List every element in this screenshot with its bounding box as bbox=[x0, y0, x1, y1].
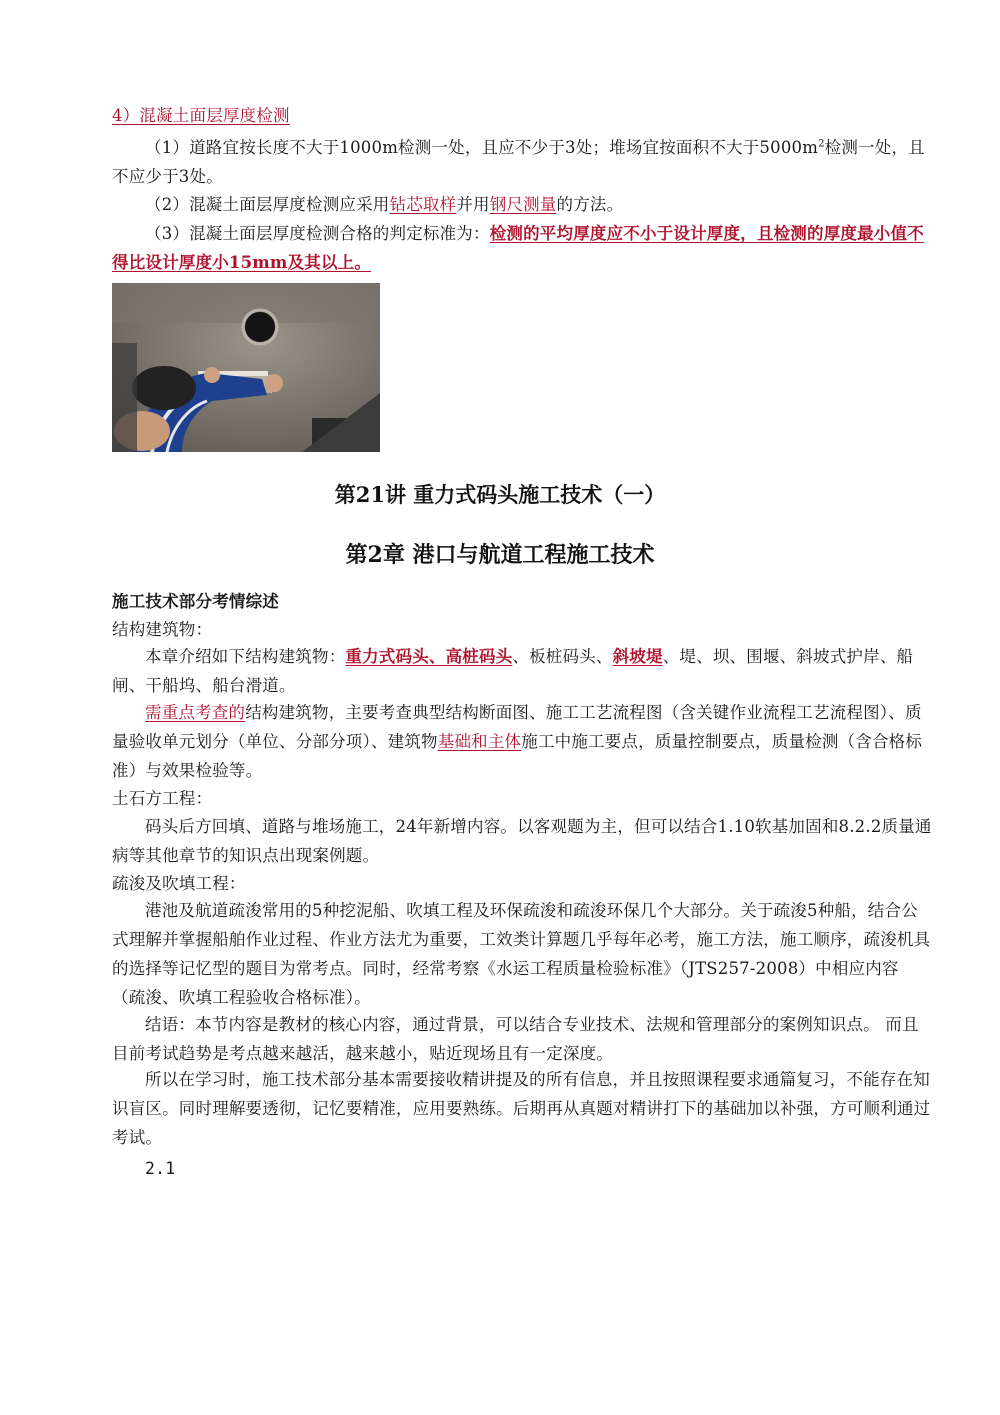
paragraph-criteria bbox=[112, 219, 932, 277]
chapter-title: 第2章 港口与航道工程施工技术 bbox=[345, 542, 655, 568]
heading-text: 4）混凝土面层厚度检测 bbox=[112, 106, 290, 125]
photo-illustration bbox=[112, 283, 380, 452]
overview-heading: 施工技术部分考情综述 bbox=[112, 592, 279, 611]
paragraph-method bbox=[112, 190, 932, 219]
text-run: 本章介绍如下结构建筑物： bbox=[145, 647, 346, 666]
text-run: 施工中施工要点，质量控制要点，质量检测（含合格标准）与效果检验等。 bbox=[112, 732, 923, 780]
text-run: 检测一处，且不应少于3处。 bbox=[112, 138, 925, 186]
label-dredging: 疏浚及吹填工程： bbox=[112, 874, 246, 893]
paragraph-conclusion: 结语：本节内容是教材的核心内容，通过背景，可以结合专业技术、法规和管理部分的案例知识点。 而且目前考试趋势是考点越来越活，越来越小，贴近现场且有一定深度。 bbox=[112, 1015, 919, 1063]
paragraph-dredging: 港池及航道疏浚常用的5种挖泥船、吹填工程及环保疏浚和疏浚环保几个大部分。关于疏浚5种船，结合公式理解并掌握船舶作业过程、作业方法尤为重要，工效类计算题几乎每年必考，施工方法，施工顺序，疏浚机具的选择等记忆型的题目为常考点。同时，经常考察《水运工程质量检验标准》（JTS257-2008）中相应内容（疏浚、吹填工程验收合格标准）。 bbox=[112, 901, 931, 1007]
text-run: （2）混凝土面层厚度检测应采用 bbox=[145, 195, 390, 214]
paragraph-sampling-rule bbox=[112, 133, 932, 191]
highlight-core-sampling: 钻芯取样 bbox=[389, 195, 457, 214]
paragraph-earthwork: 码头后方回填、道路与堆场施工，24年新增内容。以客观题为主，但可以结合1.10软基加固和8.2.2质量通病等其他章节的知识点出现案例题。 bbox=[112, 817, 932, 865]
highlight-slope-breakwater: 斜坡堤 bbox=[612, 647, 663, 666]
next-section-number: 2.1 bbox=[145, 1159, 176, 1178]
highlight-criteria: 检测的平均厚度应不小于设计厚度，且检测的厚度最小值不得比设计厚度小15mm及其以上。 bbox=[112, 224, 924, 272]
paragraph-key-points bbox=[112, 698, 932, 785]
text-run: （3）混凝土面层厚度检测合格的判定标准为： bbox=[145, 224, 490, 243]
text-run: 、堤、坝、围堰、斜坡式护岸、船闸、干船坞、船台滑道。 bbox=[112, 647, 914, 695]
label-earthwork: 土石方工程： bbox=[112, 789, 213, 808]
highlight-key-focus: 需重点考查的 bbox=[145, 703, 246, 722]
section-heading bbox=[112, 101, 932, 130]
text-run: 并用 bbox=[456, 195, 490, 214]
text-run: 的方法。 bbox=[556, 195, 624, 214]
paragraph-study-advice: 所以在学习时，施工技术部分基本需要接收精讲提及的所有信息，并且按照课程要求通篇复习，不能存在知识盲区。同时理解要透彻，记忆要精准，应用要熟练。后期再从真题对精讲打下的基础加以补强，方可顺利通过考试。 bbox=[112, 1070, 931, 1147]
lecture-title: 第21讲 重力式码头施工技术（一） bbox=[334, 482, 666, 507]
highlight-gravity-pile-wharf: 重力式码头、高桩码头 bbox=[345, 647, 513, 666]
highlight-ruler-measure: 钢尺测量 bbox=[489, 195, 557, 214]
paragraph-structures bbox=[112, 642, 932, 700]
text-run: 、板桩码头、 bbox=[512, 647, 613, 666]
core-thickness-photo bbox=[112, 283, 380, 452]
text-run: （1）道路宜按长度不大于1000m检测一处，且应不少于3处；堆场宜按面积不大于5000m bbox=[145, 138, 819, 157]
superscript: 2 bbox=[818, 138, 825, 150]
highlight-foundation-main: 基础和主体 bbox=[437, 732, 522, 751]
text-run: 结构建筑物，主要考查典型结构断面图、施工工艺流程图（含关键作业流程工艺流程图）、质量验收单元划分（单位、分部分项）、建筑物 bbox=[112, 703, 922, 751]
label-structures: 结构建筑物： bbox=[112, 620, 213, 639]
